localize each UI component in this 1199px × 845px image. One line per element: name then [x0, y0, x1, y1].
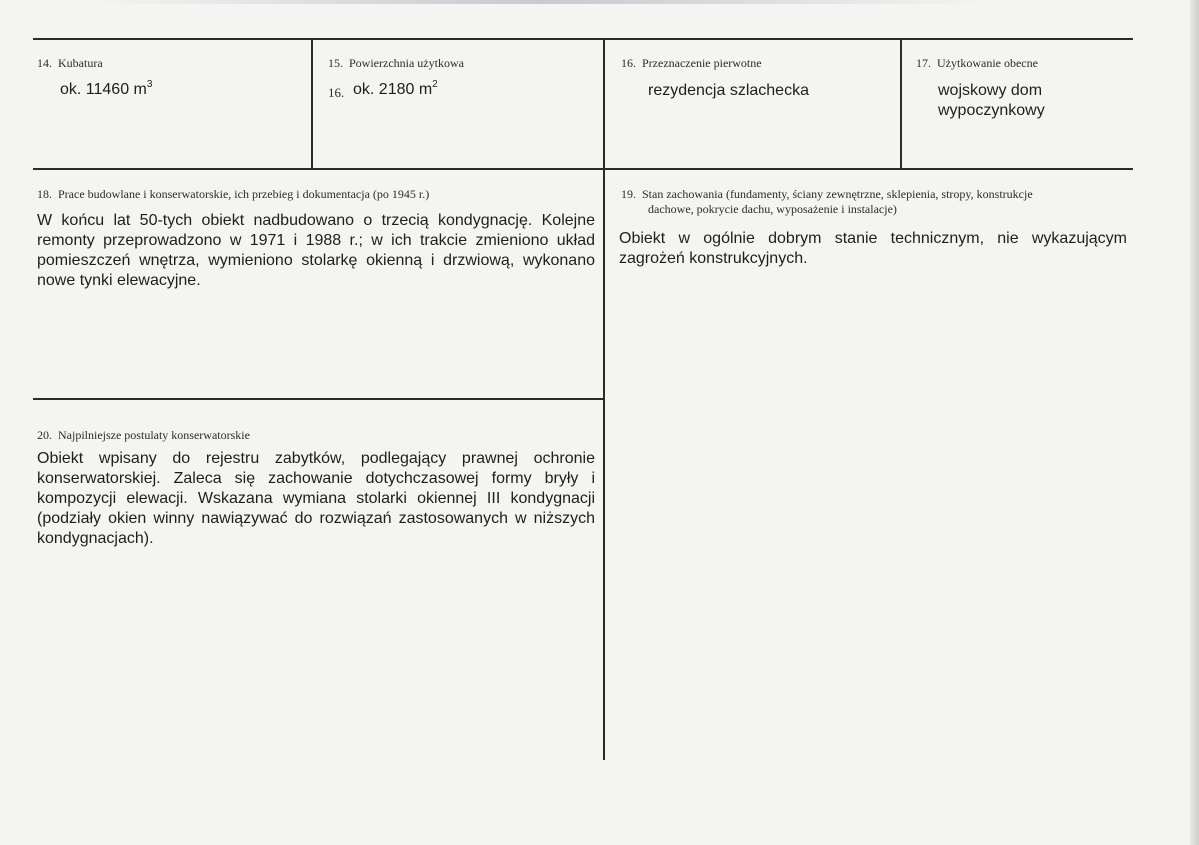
- kubatura-number: 14.: [37, 56, 52, 70]
- prace-text: W końcu lat 50-tych obiekt nadbudowano o trzecią kondygnację. Kolejne remonty przeprowadzono w 1971 i 1988 r.; w ich trakcie zmieniono układ pomieszczeń wnętrza, wymieniono stolarkę okienną i drzwiową, wykonano nowe tynki elewacyjne.: [37, 212, 595, 289]
- form-divider-main: [603, 38, 605, 760]
- przeznaczenie-label-text: Przeznaczenie pierwotne: [642, 56, 762, 70]
- stan-label: [621, 187, 1121, 217]
- kubatura-value-unit-exponent: 3: [146, 79, 153, 90]
- uzytkowanie-value: [938, 81, 1045, 121]
- stan-label-line1: Stan zachowania (fundamenty, ściany zewnętrzne, sklepienia, stropy, konstrukcje: [642, 187, 1033, 201]
- powierzchnia-value-text: ok. 2180 m: [353, 81, 433, 98]
- postulaty-text: Obiekt wpisany do rejestru zabytków, podlegający prawnej ochronie konserwatorskiej. Zaleca się zachowanie dotychczasowej formy bryły i kompozycji elewacji. Wskazana wymiana stolarki okiennej III kondygnacji (podziały okien winny nawiązywać do rozwiązań zastosowanych w niższych kondygnacjach).: [37, 450, 595, 547]
- powierzchnia-value-unit-exponent: 2: [432, 79, 438, 90]
- paper-edge: [1190, 0, 1199, 845]
- uzytkowanie-number: 17.: [916, 56, 931, 70]
- uzytkowanie-value-line1: wojskowy dom: [938, 82, 1043, 99]
- form-divider-16-17: [900, 38, 902, 169]
- przeznaczenie-number: 16.: [621, 56, 636, 70]
- scan-top-smudge: [90, 0, 990, 4]
- postulaty-number: 20.: [37, 428, 52, 442]
- stan-text: Obiekt w ogólnie dobrym stanie technicznym, nie wykazującym zagrożeń konstrukcyjnych.: [619, 230, 1127, 267]
- form-top-rule: [33, 38, 1133, 40]
- form-section20-top-rule: [33, 398, 603, 400]
- prace-label-text: Prace budowlane i konserwatorskie, ich przebieg i dokumentacja (po 1945 r.): [58, 187, 430, 201]
- kubatura-label: [37, 56, 103, 71]
- uzytkowanie-label: [916, 56, 1038, 71]
- uzytkowanie-value-line2: wypoczynkowy: [938, 102, 1045, 119]
- przeznaczenie-label: [621, 56, 762, 71]
- kubatura-value-text: ok. 11460 m: [60, 81, 147, 98]
- kubatura-value: [60, 80, 152, 100]
- prace-label: [37, 187, 429, 202]
- postulaty-label: [37, 428, 250, 443]
- powierzchnia-label: [328, 56, 464, 71]
- stan-number: 19.: [621, 187, 636, 201]
- przeznaczenie-value: rezydencja szlachecka: [648, 82, 809, 99]
- powierzchnia-number: 15.: [328, 56, 343, 70]
- prace-number: 18.: [37, 187, 52, 201]
- powierzchnia-value: [353, 80, 438, 100]
- powierzchnia-value-prefix: 16.: [328, 85, 345, 100]
- form-row1-bottom-rule: [33, 168, 1133, 170]
- form-divider-14-15: [311, 38, 313, 169]
- uzytkowanie-label-text: Użytkowanie obecne: [937, 56, 1038, 70]
- kubatura-label-text: Kubatura: [58, 56, 103, 70]
- postulaty-label-text: Najpilniejsze postulaty konserwatorskie: [58, 428, 250, 442]
- stan-label-line2: dachowe, pokrycie dachu, wyposażenie i instalacje): [648, 202, 897, 216]
- powierzchnia-label-text: Powierzchnia użytkowa: [349, 56, 464, 70]
